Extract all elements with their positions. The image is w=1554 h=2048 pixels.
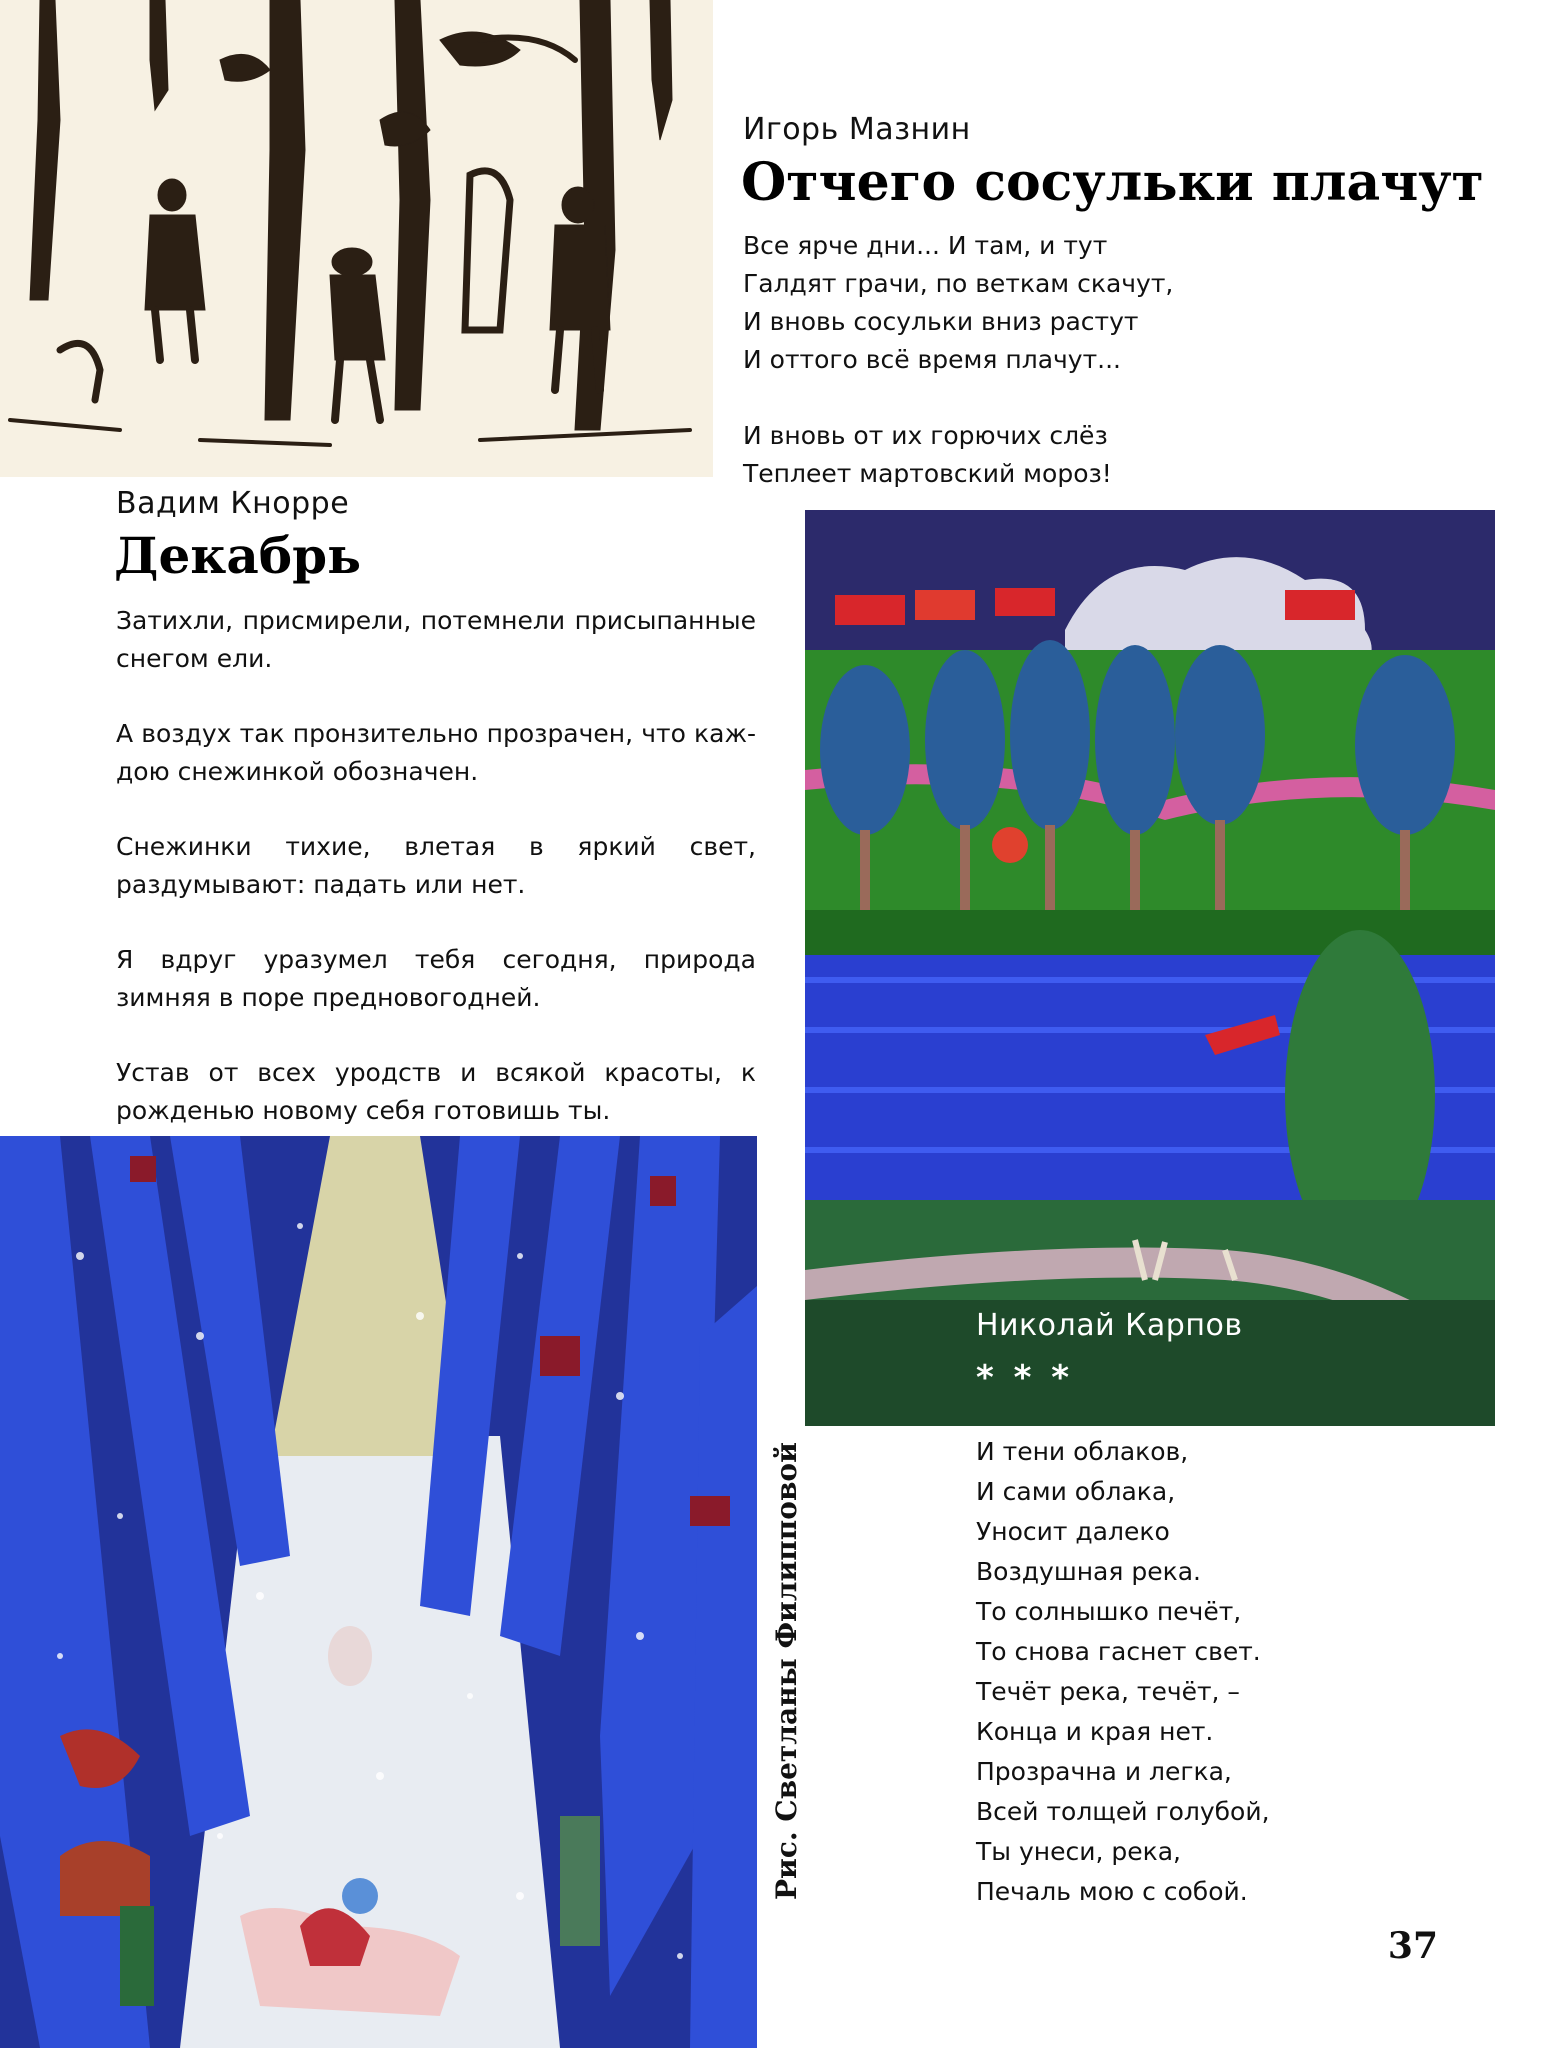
poem3-asterisks: * * *	[976, 1358, 1074, 1398]
poem3-line: И тени облаков,	[976, 1437, 1189, 1466]
poem1-line: Галдят грачи, по веткам скачут,	[743, 269, 1174, 298]
poem3-line: Прозрачна и легка,	[976, 1757, 1232, 1786]
poem2-title: Декабрь	[114, 526, 362, 585]
poem2-paragraph: Снежинки тихие, влетая в яркий свет, раздумывают: падать или нет.	[116, 832, 756, 899]
poem3-line: Печаль мою с собой.	[976, 1877, 1248, 1906]
pond-landscape-painting	[805, 510, 1495, 1426]
poem3-author: Николай Карпов	[976, 1308, 1243, 1343]
poem3-line: Течёт река, течёт, –	[976, 1677, 1240, 1706]
poem3-line: Ты унеси, река,	[976, 1837, 1181, 1866]
poem2-paragraph: Затихли, присмирели, потемнели присыпанные снегом ели.	[116, 606, 756, 673]
poem2-paragraph: Устав от всех уродств и всякой красоты, к рожденью новому себя готовишь ты.	[116, 1058, 756, 1125]
poem3-line: Воздушная река.	[976, 1557, 1201, 1586]
winter-forest-painting	[0, 1136, 757, 2048]
poem3-line: То солнышко печёт,	[976, 1597, 1242, 1626]
poem3-line: И сами облака,	[976, 1477, 1176, 1506]
illustration-credit: Рис. Светланы Филипповой	[770, 1442, 803, 1900]
poem1-text	[743, 227, 1173, 531]
poem2-author: Вадим Кнорре	[116, 486, 350, 521]
poem3-line: То снова гаснет свет.	[976, 1637, 1261, 1666]
poem2-paragraph: А воздух так пронзительно прозрачен, что каж-дою снежинкой обозначен.	[116, 719, 756, 786]
poem3-text	[976, 1432, 1270, 1912]
poem3-line: Всей толщей голубой,	[976, 1797, 1270, 1826]
poem3-line: Уносит далеко	[976, 1517, 1170, 1546]
poem1-author: Игорь Мазнин	[743, 112, 971, 147]
poem1-line: Теплеет мартовский мороз!	[743, 459, 1112, 488]
poem1-stanza	[743, 227, 1173, 379]
poem1-title: Отчего сосульки плачут	[741, 152, 1484, 213]
poem2-text	[116, 602, 756, 1167]
poem3-line: Конца и края нет.	[976, 1717, 1214, 1746]
poem1-line: И вновь от их горючих слёз	[743, 421, 1108, 450]
ink-sketch-illustration	[0, 0, 713, 477]
poem1-line: И вновь сосульки вниз растут	[743, 307, 1139, 336]
poem1-stanza	[743, 417, 1173, 493]
page-number: 37	[1387, 1925, 1438, 1967]
poem1-line: Все ярче дни... И там, и тут	[743, 231, 1108, 260]
poem1-line: И оттого всё время плачут...	[743, 345, 1121, 374]
poem2-paragraph: Я вдруг уразумел тебя сегодня, природа зимняя в поре предновогодней.	[116, 945, 756, 1012]
